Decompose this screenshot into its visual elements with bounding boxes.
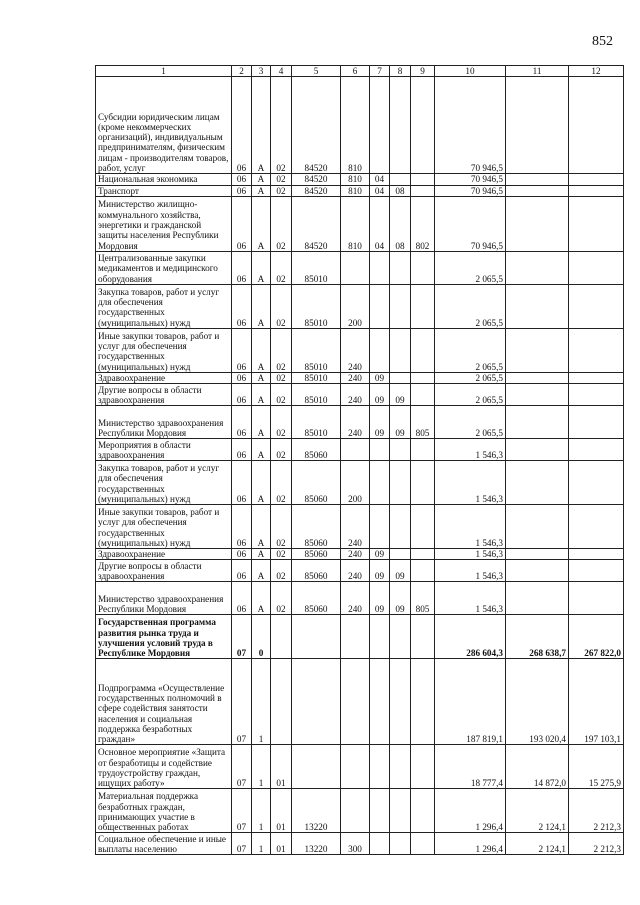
table-cell: 02 (271, 251, 292, 284)
row-name-cell: Материальная поддержка безработных граждан, принимающих участие в общественных работах (96, 789, 232, 833)
table-cell: 04 (370, 174, 390, 185)
table-cell (411, 659, 435, 745)
table-cell: А (252, 505, 271, 549)
table-cell: 805 (411, 582, 435, 615)
table-cell: 02 (271, 372, 292, 383)
table-cell: 240 (341, 505, 370, 549)
table-cell: 2 124,1 (506, 833, 569, 855)
table-cell (569, 549, 624, 560)
table-cell: 09 (370, 560, 390, 582)
table-cell: 0 (252, 615, 271, 659)
table-cell: 13220 (292, 789, 341, 833)
table-cell: 06 (232, 284, 252, 328)
table-cell: 85010 (292, 328, 341, 372)
table-row (96, 251, 624, 284)
table-cell (569, 406, 624, 439)
table-cell: 08 (390, 196, 411, 251)
table-row (96, 505, 624, 549)
table-cell (506, 328, 569, 372)
table-cell (370, 659, 390, 745)
table-cell: 07 (232, 833, 252, 855)
table-cell: 810 (341, 174, 370, 185)
table-cell (341, 745, 370, 789)
table-cell: 85060 (292, 549, 341, 560)
table-cell (411, 549, 435, 560)
row-name-cell: Социальное обеспечение и иные выплаты населению (96, 833, 232, 855)
table-cell (341, 251, 370, 284)
table-cell (390, 328, 411, 372)
table-cell: 197 103,1 (569, 659, 624, 745)
table-cell: 84520 (292, 174, 341, 185)
table-cell: 06 (232, 251, 252, 284)
column-header: 11 (506, 66, 569, 77)
table-cell (390, 77, 411, 174)
table-cell: 2 065,5 (435, 372, 506, 383)
table-row (96, 196, 624, 251)
table-cell: 06 (232, 328, 252, 372)
table-cell: А (252, 461, 271, 505)
table-cell: А (252, 284, 271, 328)
table-row (96, 372, 624, 383)
table-cell: 2 212,3 (569, 833, 624, 855)
table-cell (341, 439, 370, 461)
table-cell (370, 77, 390, 174)
table-cell (370, 284, 390, 328)
table-row (96, 185, 624, 196)
table-cell: 70 946,5 (435, 77, 506, 174)
table-cell: 09 (370, 549, 390, 560)
table-cell: 1 (252, 833, 271, 855)
table-cell (390, 615, 411, 659)
table-cell: 1 296,4 (435, 789, 506, 833)
table-cell: 06 (232, 384, 252, 406)
table-cell: 1 (252, 789, 271, 833)
table-cell: А (252, 251, 271, 284)
row-name-cell: Иные закупки товаров, работ и услуг для обеспечения государственных (муниципальных) нужд (96, 328, 232, 372)
table-cell (506, 582, 569, 615)
table-cell: 04 (370, 185, 390, 196)
table-cell (506, 174, 569, 185)
table-cell: 07 (232, 789, 252, 833)
table-cell: 2 065,5 (435, 284, 506, 328)
table-cell: 06 (232, 549, 252, 560)
table-cell: 02 (271, 384, 292, 406)
table-cell (411, 185, 435, 196)
table-cell: А (252, 439, 271, 461)
table-cell: 02 (271, 174, 292, 185)
column-header: 7 (370, 66, 390, 77)
table-row (96, 77, 624, 174)
table-cell (411, 615, 435, 659)
row-name-cell: Закупка товаров, работ и услуг для обеспечения государственных (муниципальных) нужд (96, 461, 232, 505)
table-cell: 09 (390, 582, 411, 615)
table-cell (569, 77, 624, 174)
table-cell: 02 (271, 560, 292, 582)
table-cell: 2 065,5 (435, 328, 506, 372)
table-cell: А (252, 582, 271, 615)
table-cell (411, 789, 435, 833)
table-cell: 1 (252, 745, 271, 789)
table-cell: 810 (341, 185, 370, 196)
table-cell (370, 461, 390, 505)
table-cell: 06 (232, 77, 252, 174)
table-cell (390, 284, 411, 328)
table-cell: 06 (232, 461, 252, 505)
table-cell (411, 560, 435, 582)
row-name-cell: Мероприятия в области здравоохранения (96, 439, 232, 461)
table-cell: 08 (390, 185, 411, 196)
table-cell (411, 505, 435, 549)
table-cell (370, 745, 390, 789)
table-cell: 1 546,3 (435, 505, 506, 549)
row-name-cell: Закупка товаров, работ и услуг для обеспечения государственных (муниципальных) нужд (96, 284, 232, 328)
table-cell (390, 439, 411, 461)
table-cell (271, 615, 292, 659)
table-cell (569, 284, 624, 328)
table-cell: 14 872,0 (506, 745, 569, 789)
table-cell: 240 (341, 549, 370, 560)
table-cell (370, 833, 390, 855)
table-cell: 2 065,5 (435, 406, 506, 439)
table-cell: 02 (271, 77, 292, 174)
table-cell: 07 (232, 745, 252, 789)
table-cell (292, 615, 341, 659)
table-cell: А (252, 328, 271, 372)
table-cell (411, 439, 435, 461)
table-cell: 84520 (292, 185, 341, 196)
column-header: 9 (411, 66, 435, 77)
table-cell: 805 (411, 406, 435, 439)
table-row (96, 461, 624, 505)
table-cell: А (252, 77, 271, 174)
table-cell: 268 638,7 (506, 615, 569, 659)
table-cell (506, 549, 569, 560)
table-cell: 810 (341, 77, 370, 174)
table-cell: А (252, 560, 271, 582)
row-name-cell: Здравоохранение (96, 372, 232, 383)
table-cell: 01 (271, 789, 292, 833)
column-header: 2 (232, 66, 252, 77)
table-cell (411, 174, 435, 185)
row-name-cell: Министерство здравоохранения Республики Мордовия (96, 406, 232, 439)
table-row (96, 549, 624, 560)
table-cell (271, 659, 292, 745)
table-cell: 85010 (292, 251, 341, 284)
table-cell: А (252, 372, 271, 383)
table-cell (390, 659, 411, 745)
table-cell: 802 (411, 196, 435, 251)
row-name-cell: Министерство здравоохранения Республики Мордовия (96, 582, 232, 615)
table-cell: 70 946,5 (435, 196, 506, 251)
table-cell (390, 833, 411, 855)
table-row (96, 745, 624, 789)
table-cell: 02 (271, 582, 292, 615)
row-name-cell: Здравоохранение (96, 549, 232, 560)
row-name-cell: Другие вопросы в области здравоохранения (96, 384, 232, 406)
table-cell (569, 439, 624, 461)
row-name-cell: Основное мероприятие «Защита от безработицы и содействие трудоустройству граждан, ищущих работу» (96, 745, 232, 789)
table-cell: 187 819,1 (435, 659, 506, 745)
table-row (96, 439, 624, 461)
table-cell: 810 (341, 196, 370, 251)
row-name-cell: Другие вопросы в области здравоохранения (96, 560, 232, 582)
row-name-cell: Подпрограмма «Осуществление государственных полномочий в сфере содействия занятости населения и социальная поддержка безработных граждан» (96, 659, 232, 745)
table-cell: А (252, 406, 271, 439)
table-cell (390, 174, 411, 185)
table-cell: А (252, 196, 271, 251)
table-cell: 1 296,4 (435, 833, 506, 855)
table-cell (370, 505, 390, 549)
table-cell (506, 196, 569, 251)
table-cell: 267 822,0 (569, 615, 624, 659)
table-cell (506, 461, 569, 505)
table-cell (370, 615, 390, 659)
table-cell (411, 384, 435, 406)
table-cell: 85060 (292, 439, 341, 461)
table-cell (569, 251, 624, 284)
table-row (96, 284, 624, 328)
column-header: 4 (271, 66, 292, 77)
table-cell: 02 (271, 461, 292, 505)
table-cell: 300 (341, 833, 370, 855)
table-cell (292, 659, 341, 745)
table-cell: 84520 (292, 196, 341, 251)
table-cell (506, 284, 569, 328)
table-cell: 09 (390, 406, 411, 439)
table-cell: 85060 (292, 560, 341, 582)
table-cell: 09 (390, 384, 411, 406)
table-cell: 240 (341, 582, 370, 615)
table-cell: 1 546,3 (435, 461, 506, 505)
row-name-cell: Национальная экономика (96, 174, 232, 185)
table-cell (370, 251, 390, 284)
table-cell (569, 384, 624, 406)
table-row (96, 174, 624, 185)
table-cell: 09 (370, 384, 390, 406)
table-cell (569, 560, 624, 582)
table-cell: 70 946,5 (435, 185, 506, 196)
table-row (96, 406, 624, 439)
table-cell (569, 461, 624, 505)
table-cell (506, 406, 569, 439)
table-cell: 2 065,5 (435, 251, 506, 284)
row-name-cell: Иные закупки товаров, работ и услуг для обеспечения государственных (муниципальных) нужд (96, 505, 232, 549)
table-cell: 240 (341, 406, 370, 439)
table-cell: 240 (341, 560, 370, 582)
table-cell: 84520 (292, 77, 341, 174)
table-cell: А (252, 384, 271, 406)
table-cell: 02 (271, 549, 292, 560)
table-cell: 06 (232, 582, 252, 615)
table-cell: 85010 (292, 384, 341, 406)
table-row (96, 384, 624, 406)
table-cell: 06 (232, 505, 252, 549)
table-row (96, 560, 624, 582)
table-cell (569, 582, 624, 615)
table-cell: 02 (271, 185, 292, 196)
table-cell: 07 (232, 615, 252, 659)
table-cell (390, 461, 411, 505)
table-cell: 85060 (292, 461, 341, 505)
table-row (96, 582, 624, 615)
table-cell (341, 615, 370, 659)
table-cell: 240 (341, 384, 370, 406)
table-cell: 240 (341, 328, 370, 372)
table-cell: 2 065,5 (435, 384, 506, 406)
table-cell: 06 (232, 174, 252, 185)
column-header: 8 (390, 66, 411, 77)
table-header-row (96, 66, 624, 77)
table-cell: А (252, 549, 271, 560)
table-cell: 01 (271, 745, 292, 789)
table-cell: 85010 (292, 372, 341, 383)
table-cell (292, 745, 341, 789)
table-cell (390, 251, 411, 284)
column-header: 1 (96, 66, 232, 77)
table-cell (569, 328, 624, 372)
table-cell: 02 (271, 505, 292, 549)
table-cell: 1 (252, 659, 271, 745)
table-cell: 09 (370, 372, 390, 383)
table-cell (390, 372, 411, 383)
table-cell (370, 439, 390, 461)
table-cell: 02 (271, 328, 292, 372)
table-cell: 2 212,3 (569, 789, 624, 833)
table-cell: 06 (232, 372, 252, 383)
table-cell: 07 (232, 659, 252, 745)
table-cell: 2 124,1 (506, 789, 569, 833)
table-cell (411, 284, 435, 328)
table-cell: 286 604,3 (435, 615, 506, 659)
table-cell (506, 505, 569, 549)
column-header: 5 (292, 66, 341, 77)
table-cell (506, 251, 569, 284)
table-cell: 1 546,3 (435, 439, 506, 461)
table-cell: А (252, 185, 271, 196)
table-cell: 18 777,4 (435, 745, 506, 789)
table-cell: 85010 (292, 284, 341, 328)
table-cell (506, 560, 569, 582)
table-cell: 200 (341, 284, 370, 328)
table-cell: 1 546,3 (435, 560, 506, 582)
table-row (96, 833, 624, 855)
table-cell: 1 546,3 (435, 549, 506, 560)
table-cell (506, 372, 569, 383)
table-cell: 15 275,9 (569, 745, 624, 789)
table-cell (411, 77, 435, 174)
table-cell: 70 946,5 (435, 174, 506, 185)
table-cell: 200 (341, 461, 370, 505)
table-cell: 06 (232, 406, 252, 439)
row-name-cell: Субсидии юридическим лицам (кроме некоммерческих организаций), индивидуальным предпринимателям, физическим лицам - производителям товаров, работ, услуг (96, 77, 232, 174)
table-cell: 02 (271, 196, 292, 251)
table-cell (341, 659, 370, 745)
table-cell (569, 174, 624, 185)
table-cell: 09 (390, 560, 411, 582)
budget-table (95, 65, 624, 855)
table-cell (411, 833, 435, 855)
table-cell: А (252, 174, 271, 185)
table-cell: 02 (271, 439, 292, 461)
table-cell: 85010 (292, 406, 341, 439)
table-cell: 06 (232, 185, 252, 196)
column-header: 10 (435, 66, 506, 77)
table-cell: 09 (370, 582, 390, 615)
page-number: 852 (592, 34, 613, 49)
table-cell: 13220 (292, 833, 341, 855)
table-cell (390, 549, 411, 560)
row-name-cell: Министерство жилищно-коммунального хозяйства, энергетики и гражданской защиты населения Республики Мордовия (96, 196, 232, 251)
table-cell (506, 77, 569, 174)
table-cell (411, 328, 435, 372)
table-cell (390, 789, 411, 833)
table-cell (390, 745, 411, 789)
table-cell (569, 196, 624, 251)
table-cell: 85060 (292, 582, 341, 615)
row-name-cell: Централизованные закупки медикаментов и медицинского оборудования (96, 251, 232, 284)
table-cell: 02 (271, 284, 292, 328)
table-cell (506, 384, 569, 406)
table-cell (506, 439, 569, 461)
table-cell: 06 (232, 439, 252, 461)
table-cell (390, 505, 411, 549)
table-cell: 04 (370, 196, 390, 251)
table-cell (341, 789, 370, 833)
table-cell (569, 372, 624, 383)
table-cell (370, 328, 390, 372)
table-cell (370, 789, 390, 833)
table-cell: 09 (370, 406, 390, 439)
table-cell: 06 (232, 560, 252, 582)
table-row (96, 615, 624, 659)
table-cell (506, 185, 569, 196)
table-row (96, 659, 624, 745)
table-cell (569, 505, 624, 549)
row-name-cell: Государственная программа развития рынка труда и улучшения условий труда в Республике Мордовия (96, 615, 232, 659)
column-header: 12 (569, 66, 624, 77)
row-name-cell: Транспорт (96, 185, 232, 196)
table-row (96, 328, 624, 372)
table-cell: 06 (232, 196, 252, 251)
column-header: 3 (252, 66, 271, 77)
table-cell (411, 372, 435, 383)
table-cell: 240 (341, 372, 370, 383)
table-cell: 01 (271, 833, 292, 855)
table-cell (411, 251, 435, 284)
table-cell: 193 020,4 (506, 659, 569, 745)
table-row (96, 789, 624, 833)
column-header: 6 (341, 66, 370, 77)
table-cell: 1 546,3 (435, 582, 506, 615)
table-cell: 85060 (292, 505, 341, 549)
table-cell (411, 461, 435, 505)
table-cell: 02 (271, 406, 292, 439)
table-cell (569, 185, 624, 196)
table-cell (411, 745, 435, 789)
